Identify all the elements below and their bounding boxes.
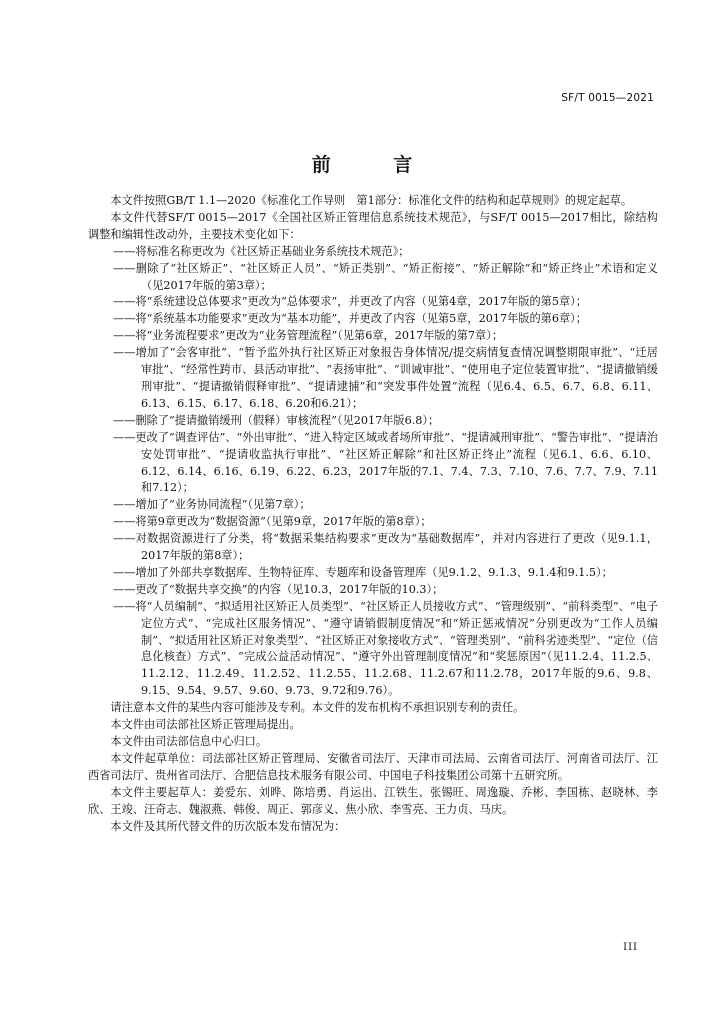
page-number: III [623,942,638,953]
change-item: ——删除了“提请撤销缓刑（假释）审核流程”（见2017年版6.8）； [113,413,440,427]
paragraph: 请注意本文件的某些内容可能涉及专利。本文件的发布机构不承担识别专利的责任。 [110,701,525,715]
change-item: ——增加了“会客审批”、“暂予监外执行社区矫正对象报告身体情况/提交病情复查情况调整期限审批”、“迁居审批”、“经常性跨市、县活动审批”、“表扬审批”、“训诫审批”、“使用电子定位装置审批”、“提请撤销缓刑审批”、“提请撤销假释审批”、“提请逮捕”和“突发事件处置”流程（见6.4、6.5、6.7、6.8、6.11、6.13、6.15、6.17、6.18、6.20和6.21）； [113,346,658,410]
paragraph: 本文件代替SF/T 0015—2017《全国社区矫正管理信息系统技术规范》，与SF/T 0015—2017相比，除结构调整和编辑性改动外，主要技术变化如下： [88,210,658,241]
change-item: ——将“系统建设总体要求”更改为“总体要求”，并更改了内容（见第4章，2017年版的第5章）； [113,295,587,309]
change-item: ——将第9章更改为“数据资源”（见第9章，2017年版的第8章）； [113,515,432,529]
change-item: ——将“人员编制”、“拟适用社区矫正人员类型”、“社区矫正人员接收方式”、“管理级别”、“前科类型”、“电子定位方式”、“完成社区服务情况”、“遵守请销假制度情况”和“矫正惩戒情况”分别更改为“工作人员编制”、“拟适用社区矫正对象类型”、“社区矫正对象接收方式”、“管理类别”、“前科劣迹类型”、“定位（信息化核查）方式”、“完成公益活动情况”、“遵守外出管理制度情况”和“奖惩原因”（见11.2.4、11.2.5、11.2.12、11.2.49、11.2.52、11.2.55、11.2.68、11.2.67和11.2.78，2017年版的9.6、9.8、9.15、9.54、9.57、9.60、9.73、9.72和9.76）。 [113,599,658,698]
paragraph: 本文件由司法部信息中心归口。 [110,735,268,748]
change-item: ——增加了外部共享数据库、生物特征库、专题库和设备管理库（见9.1.2、9.1.3、9.1.4和9.1.5）； [113,565,613,579]
standard-code: SF/T 0015—2021 [561,92,654,104]
change-item: ——删除了“社区矫正”、“社区矫正人员”、“矫正类别”、“矫正衔接”、“矫正解除”和“矫正终止”术语和定义（见2017年版的第3章）； [113,261,658,292]
change-item: ——将标准名称更改为《社区矫正基础业务系统技术规范》； [113,244,410,258]
change-item: ——增加了“业务协同流程”（见第7章）； [113,498,311,512]
paragraph: 本文件主要起草人：姜爱东、刘晔、陈培勇、肖运出、江铁生、张锡旺、周逸璇、乔彬、李国栋、赵晓林、李欣、王竣、汪奇志、魏淑燕、韩俊、周正、郭彦义、焦小欣、李雪亮、王力贞、马庆。 [88,785,658,816]
page-title: 前 言 [311,154,441,176]
paragraph: 本文件按照GB/T 1.1—2020《标准化工作导则 第1部分：标准化文件的结构和起草规则》的规定起草。 [110,194,633,207]
paragraph: 本文件及其所代替文件的历次版本发布情况为： [110,819,346,833]
change-item: ——将“业务流程要求”更改为“业务管理流程”（见第6章，2017年版的第7章）； [113,329,504,343]
document-body [88,193,658,835]
change-item: ——更改了“数据共享交换”的内容（见10.3，2017年版的10.3）； [113,582,444,596]
change-item: ——将“系统基本功能要求”更改为“基本功能”，并更改了内容（见第5章，2017年版的第6章）； [113,312,587,326]
change-item: ——更改了“调查评估”、“外出审批”、“进入特定区域或者场所审批”、“提请减刑审批”、“警告审批”、“提请治安处罚审批”、“提请收监执行审批”、“社区矫正解除”和社区矫正终止”流程（见6.1、6.6、6.10、6.12、6.14、6.16、6.19、6.22、6.23，2017年版的7.1、7.4、7.3、7.10、7.6、7.7、7.9、7.11和7.12）； [113,430,658,495]
paragraph: 本文件起草单位：司法部社区矫正管理局、安徽省司法厅、天津市司法局、云南省司法厅、河南省司法厅、江西省司法厅、贵州省司法厅、合肥信息技术服务有限公司、中国电子科技集团公司第十五研究所。 [88,751,658,782]
paragraph: 本文件由司法部社区矫正管理局提出。 [110,718,301,732]
change-item: ——对数据资源进行了分类，将“数据采集结构要求”更改为“基础数据库”，并对内容进行了更改（见9.1.1，2017年版的第8章）； [113,532,658,563]
